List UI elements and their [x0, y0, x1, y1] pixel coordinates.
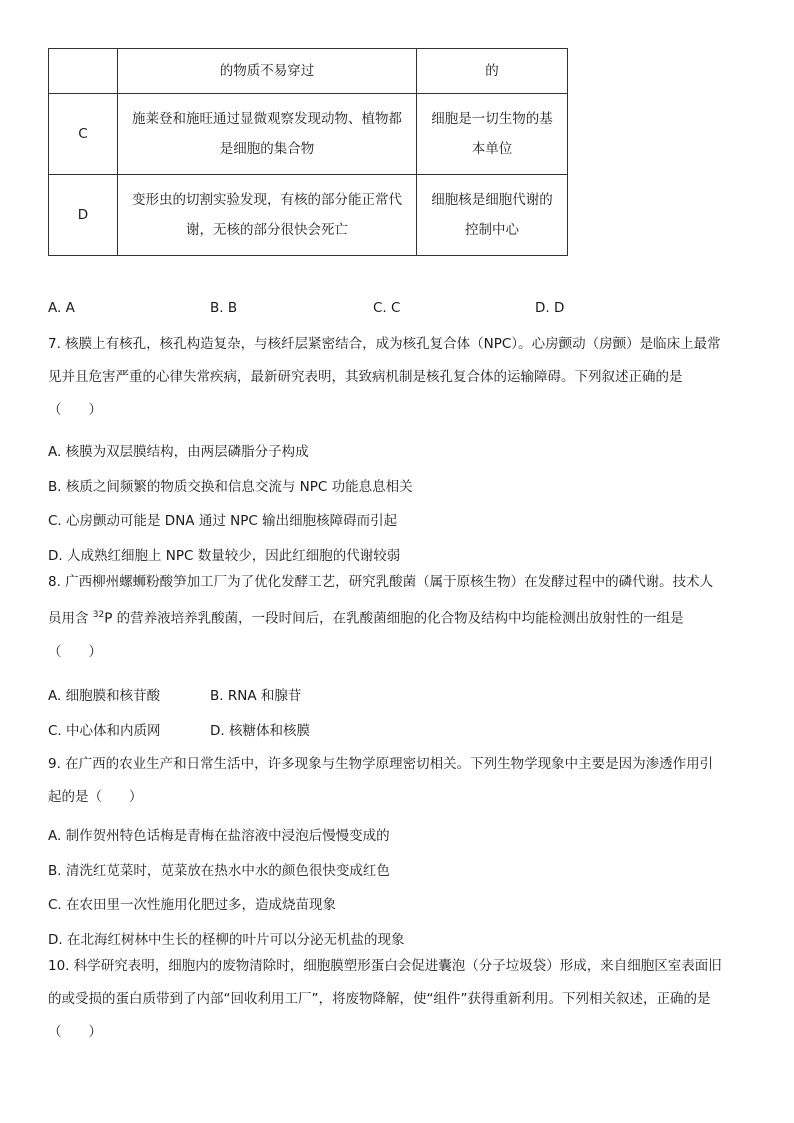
cell-text-line: 细胞是一切生物的基 — [431, 111, 553, 127]
answer-blank: （ ） — [48, 1024, 102, 1040]
table-row — [49, 49, 568, 94]
question-8-option-a[interactable]: A. 细胞膜和核苷酸 — [48, 688, 161, 704]
cell-text-line: 细胞核是细胞代谢的 — [431, 192, 553, 208]
answer-blank: （ ） — [48, 643, 102, 660]
cell-text-line: 谢，无核的部分很快会死亡 — [186, 222, 348, 238]
stem-line: 8. 广西柳州螺蛳粉酸笋加工厂为了优化发酵工艺，研究乳酸菌（属于原核生物）在发酵过程中的磷代谢。技术人 — [48, 574, 714, 590]
cell-text-line: 是细胞的集合物 — [219, 141, 315, 157]
answer-blank: （ ） — [48, 402, 102, 418]
question-8-option-b[interactable]: B. RNA 和腺苷 — [210, 688, 302, 704]
stem-line — [48, 599, 748, 636]
table-row — [49, 94, 568, 175]
question-7-option-a[interactable]: A. 核膜为双层膜结构，由两层磷脂分子构成 — [48, 444, 309, 460]
question-9-option-c[interactable]: C. 在农田里一次性施用化肥过多，造成烧苗现象 — [48, 897, 337, 913]
question-10-stem — [48, 950, 748, 1049]
cell-text-line: 变形虫的切割实验发现，有核的部分能正常代 — [132, 192, 402, 208]
question-7-stem — [48, 328, 748, 427]
answer-option-a[interactable]: A. A — [48, 300, 75, 316]
stem-line: 起的是（ ） — [48, 789, 143, 805]
question-8-option-d[interactable]: D. 核糖体和核膜 — [210, 723, 310, 739]
question-8-option-c[interactable]: C. 中心体和内质网 — [48, 723, 161, 739]
stem-line: 10. 科学研究表明，细胞内的废物清除时，细胞膜塑形蛋白会促进囊泡（分子垃圾袋）形成，来自细胞区室表面旧 — [48, 958, 722, 974]
table-cell-evidence — [118, 175, 417, 256]
table-cell-option — [49, 49, 118, 94]
table-cell-conclusion: 的 — [417, 49, 568, 94]
comparison-table — [48, 48, 568, 256]
question-9-stem — [48, 748, 748, 814]
stem-text: 员用含 — [48, 610, 93, 627]
cell-text-line: 施莱登和施旺通过显微观察发现动物、植物都 — [132, 111, 402, 127]
question-8-stem — [48, 566, 748, 669]
table-cell-conclusion — [417, 94, 568, 175]
stem-text: P 的营养液培养乳酸菌，一段时间后，在乳酸菌细胞的化合物及结构中均能检测出放射性的一组是 — [104, 610, 684, 627]
table-cell-option: D — [49, 175, 118, 256]
cell-text-line: 本单位 — [471, 141, 513, 157]
stem-line: 7. 核膜上有核孔，核孔构造复杂，与核纤层紧密结合，成为核孔复合体（NPC）。心房颤动（房颤）是临床上最常 — [48, 336, 721, 352]
question-9-option-a[interactable]: A. 制作贺州特色话梅是青梅在盐溶液中浸泡后慢慢变成的 — [48, 828, 390, 844]
stem-line: 见并且危害严重的心律失常疾病，最新研究表明，其致病机制是核孔复合体的运输障碍。下列叙述正确的是 — [48, 369, 683, 385]
stem-line: 的或受损的蛋白质带到了内部“回收利用工厂”，将废物降解，使“组件”获得重新利用。下列相关叙述，正确的是 — [48, 991, 711, 1007]
question-7-option-d[interactable]: D. 人成熟红细胞上 NPC 数量较少，因此红细胞的代谢较弱 — [48, 548, 401, 564]
table-row — [49, 175, 568, 256]
table-cell-evidence: 的物质不易穿过 — [118, 49, 417, 94]
table-cell-evidence — [118, 94, 417, 175]
table-cell-conclusion — [417, 175, 568, 256]
answer-option-d[interactable]: D. D — [535, 300, 565, 316]
answer-option-b[interactable]: B. B — [210, 300, 238, 316]
q6-answer-options — [48, 300, 748, 320]
question-7-option-c[interactable]: C. 心房颤动可能是 DNA 通过 NPC 输出细胞核障碍而引起 — [48, 513, 398, 529]
question-7-option-b[interactable]: B. 核质之间频繁的物质交换和信息交流与 NPC 功能息息相关 — [48, 479, 413, 495]
table-cell-option: C — [49, 94, 118, 175]
question-9-option-d[interactable]: D. 在北海红树林中生长的柽柳的叶片可以分泌无机盐的现象 — [48, 932, 405, 948]
cell-text-line: 控制中心 — [465, 222, 519, 238]
question-9-option-b[interactable]: B. 清洗红苋菜时，苋菜放在热水中水的颜色很快变成红色 — [48, 863, 390, 879]
isotope-mass-number: 32 — [92, 610, 105, 620]
answer-option-c[interactable]: C. C — [373, 300, 401, 316]
stem-line: 9. 在广西的农业生产和日常生活中，许多现象与生物学原理密切相关。下列生物学现象中主要是因为渗透作用引 — [48, 756, 714, 772]
